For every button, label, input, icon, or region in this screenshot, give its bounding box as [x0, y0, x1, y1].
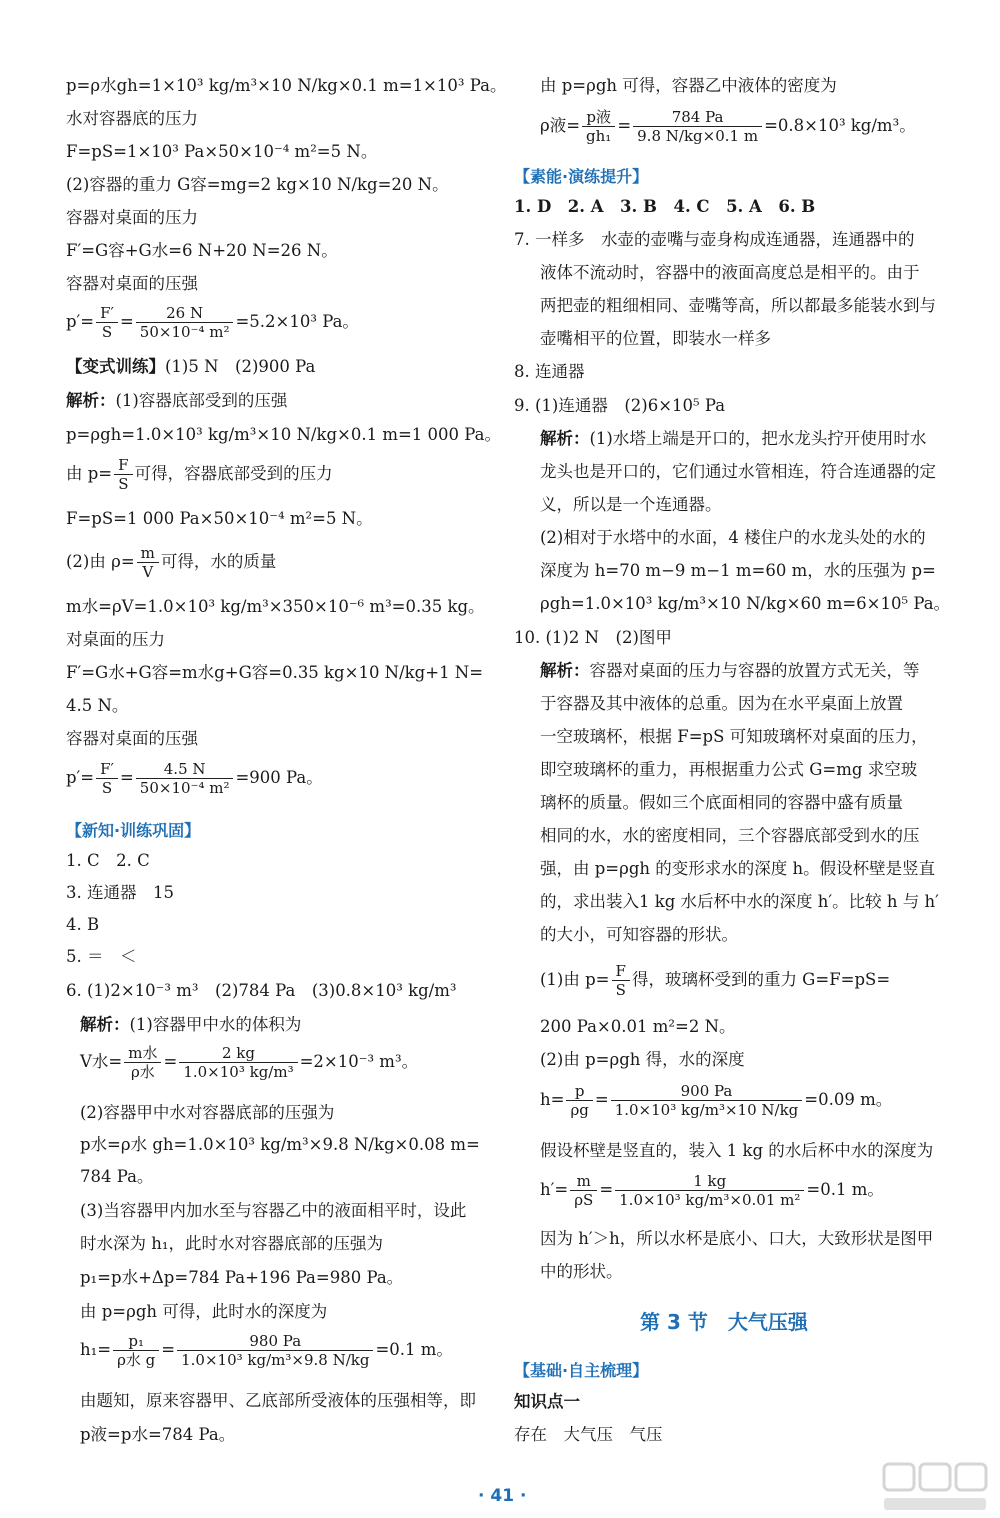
text-line: F′=G水+G容=m水g+G容=0.35 kg×10 N/kg+1 N= [66, 663, 484, 682]
knowledge-point-label: 知识点一 [514, 1392, 580, 1411]
text-line: 容器对桌面的压强 [66, 274, 198, 293]
fraction [570, 1172, 597, 1209]
denominator: 1.0×10³ kg/m³×9.8 N/kg [181, 1351, 370, 1369]
text-line [540, 660, 920, 682]
text-line: 深度为 h=70 m−9 m−1 m=60 m，水的压强为 p= [540, 561, 936, 580]
formula-text: h′= [540, 1180, 569, 1199]
denominator: S [101, 323, 113, 341]
fraction [136, 760, 234, 797]
formula-line [540, 962, 890, 999]
text-line: 7. 一样多 水壶的壶嘴与壶身构成连通器，连通器中的 [514, 230, 915, 249]
answer-line: 4. B [66, 915, 100, 934]
formula-line [540, 1172, 884, 1209]
denominator: ρS [574, 1191, 594, 1209]
text-line: F=pS=1 000 Pa×50×10⁻⁴ m²=5 N。 [66, 509, 373, 528]
formula-text: =5.2×10³ Pa。 [235, 312, 359, 331]
denominator: 50×10⁻⁴ m² [139, 323, 230, 341]
numerator: p液 [582, 108, 615, 127]
chapter-title: 第 3 节 大气压强 [640, 1310, 808, 1334]
text-line: p=ρ水gh=1×10³ kg/m³×10 N/kg×0.1 m=1×10³ Pa。 [66, 76, 507, 95]
text-line: p液=p水=784 Pa。 [80, 1425, 236, 1444]
fraction [96, 304, 118, 341]
formula-line [80, 1332, 453, 1369]
formula-line [80, 1044, 418, 1081]
analysis-label: 解析： [540, 661, 590, 680]
fraction [177, 1332, 373, 1369]
fraction [612, 962, 630, 999]
formula-text: =900 Pa。 [235, 768, 323, 787]
formula-text: =0.1 m。 [806, 1180, 884, 1199]
text-line: F′=G容+G水=6 N+20 N=26 N。 [66, 241, 338, 260]
denominator: ρg [570, 1101, 589, 1119]
watermark-logo [880, 1460, 990, 1514]
section-label: 【变式训练】 [66, 357, 165, 376]
numerator: p [566, 1082, 592, 1101]
text-line: 784 Pa。 [80, 1167, 154, 1186]
formula-text: =0.1 m。 [375, 1340, 453, 1359]
formula-line [66, 544, 276, 581]
formula-text: = [161, 1340, 176, 1359]
text-line [540, 428, 926, 450]
text-line: 璃杯的质量。假如三个底面相同的容器中盛有质量 [540, 793, 903, 812]
text-line: 对桌面的压力 [66, 630, 165, 649]
section-heading: 【基础·自主梳理】 [514, 1361, 649, 1380]
numerator: F [612, 962, 630, 981]
numerator: 900 Pa [611, 1082, 803, 1101]
denominator: 1.0×10³ kg/m³×10 N/kg [614, 1101, 799, 1119]
numerator: 784 Pa [633, 108, 762, 127]
formula-text: (1)由 p= [540, 970, 610, 989]
answer-line: 存在 大气压 气压 [514, 1425, 663, 1444]
text-line: 由题知，原来容器甲、乙底部所受液体的压强相等，即 [80, 1391, 476, 1410]
section-heading: 【新知·训练巩固】 [66, 821, 201, 840]
text-line: 时水深为 h₁，此时水对容器底部的压强为 [80, 1234, 383, 1253]
text-line: p₁=p水+Δp=784 Pa+196 Pa=980 Pa。 [80, 1268, 404, 1287]
numerator: m水 [124, 1044, 161, 1063]
text-line [80, 1014, 301, 1036]
analysis-label: 解析： [540, 429, 590, 448]
denominator: S [615, 981, 626, 999]
denominator: ρ水 [130, 1063, 155, 1081]
text-line: 壶嘴相平的位置，即装水一样多 [540, 329, 771, 348]
numerator: 1 kg [615, 1172, 804, 1191]
denominator: S [118, 475, 129, 493]
formula-line [540, 1082, 892, 1119]
numerator: 2 kg [179, 1044, 297, 1063]
denominator: gh₁ [586, 127, 612, 145]
fraction [582, 108, 615, 145]
page-number: · 41 · [478, 1486, 527, 1506]
fraction [136, 304, 234, 341]
answer-line: 9. (1)连通器 (2)6×10⁵ Pa [514, 396, 726, 415]
text-line: 即空玻璃杯的重力，再根据重力公式 G=mg 求空玻 [540, 760, 918, 779]
formula-line [66, 760, 323, 797]
fraction [137, 544, 159, 581]
analysis-label: 解析： [80, 1015, 130, 1034]
text-line: 水对容器底的压力 [66, 109, 198, 128]
formula-text: p′= [66, 312, 95, 331]
formula-text: 得，玻璃杯受到的重力 G=F=pS= [631, 970, 891, 989]
answer-line: 8. 连通器 [514, 362, 585, 381]
text: (1)容器底部受到的压强 [115, 391, 288, 410]
numerator: m [137, 544, 159, 563]
numerator: p₁ [113, 1332, 159, 1351]
text-line: (3)当容器甲内加水至与容器乙中的液面相平时，设此 [80, 1201, 467, 1220]
text-line: (2)容器的重力 G容=mg=2 kg×10 N/kg=20 N。 [66, 175, 449, 194]
text-line [66, 390, 287, 412]
text-line: 假设杯壁是竖直的，装入 1 kg 的水后杯中水的深度为 [540, 1141, 934, 1160]
answer-line: 10. (1)2 N (2)图甲 [514, 628, 672, 647]
answer-line: 3. 连通器 15 [66, 883, 174, 902]
text-line: p水=ρ水 gh=1.0×10³ kg/m³×9.8 N/kg×0.08 m= [80, 1135, 480, 1154]
answer-text: (1)5 N (2)900 Pa [165, 357, 316, 376]
text-line: p=ρgh=1.0×10³ kg/m³×10 N/kg×0.1 m=1 000 Pa。 [66, 425, 501, 444]
fraction [566, 1082, 592, 1119]
formula-line [66, 456, 333, 493]
text-line: F=pS=1×10³ Pa×50×10⁻⁴ m²=5 N。 [66, 142, 378, 161]
formula-text: = [119, 768, 134, 787]
formula-text: = [163, 1052, 178, 1071]
numerator: 26 N [136, 304, 234, 323]
formula-text: 由 p= [66, 464, 113, 483]
formula-text: p′= [66, 768, 95, 787]
text-line: 4.5 N。 [66, 696, 129, 715]
text-line: (2)相对于水塔中的水面，4 楼住户的水龙头处的水的 [540, 528, 926, 547]
formula-text: = [594, 1090, 609, 1109]
formula-text: =2×10⁻³ m³。 [299, 1052, 419, 1071]
formula-text: 可得，容器底部受到的压力 [134, 464, 333, 483]
numerator: F′ [96, 760, 118, 779]
formula-text: (2)由 ρ= [66, 552, 135, 571]
fraction [615, 1172, 804, 1209]
text-line: 龙头也是开口的，它们通过水管相连，符合连通器的定 [540, 462, 936, 481]
denominator: ρ水 g [117, 1351, 156, 1369]
text-line: 相同的水，水的密度相同，三个容器底部受到水的压 [540, 826, 920, 845]
fraction [611, 1082, 803, 1119]
analysis-label: 解析： [66, 391, 116, 410]
answer-line: 6. (1)2×10⁻³ m³ (2)784 Pa (3)0.8×10³ kg/m³ [66, 981, 457, 1000]
text-line: 的，求出装入1 kg 水后杯中水的深度 h′。比较 h 与 h′ [540, 892, 939, 911]
fraction [179, 1044, 297, 1081]
text-line: 由 p=ρgh 可得，容器乙中液体的密度为 [540, 76, 837, 95]
numerator: F [114, 456, 132, 475]
text-line: 容器对桌面的压力 [66, 208, 198, 227]
text-line: (2)容器甲中水对容器底部的压强为 [80, 1103, 335, 1122]
text-line: 的大小，可知容器的形状。 [540, 925, 738, 944]
section-heading: 【素能·演练提升】 [514, 167, 649, 186]
formula-text: =0.8×10³ kg/m³。 [764, 116, 916, 135]
text-line: 一空玻璃杯，根据 F=pS 可知玻璃杯对桌面的压力， [540, 727, 928, 746]
text-line: ρgh=1.0×10³ kg/m³×10 N/kg×60 m=6×10⁵ Pa。 [540, 594, 951, 613]
denominator: S [101, 779, 113, 797]
fraction [113, 1332, 159, 1369]
formula-line [540, 108, 916, 145]
fraction [124, 1044, 161, 1081]
answer-line: 1. D 2. A 3. B 4. C 5. A 6. B [514, 197, 816, 216]
text-line: 因为 h′＞h，所以水杯是底小、口大，大致形状是图甲 [540, 1229, 934, 1248]
numerator: 980 Pa [177, 1332, 373, 1351]
text-line: 中的形状。 [540, 1262, 623, 1281]
fraction [633, 108, 762, 145]
denominator: V [142, 563, 154, 581]
answer-line: 1. C 2. C [66, 851, 150, 870]
formula-text: 可得，水的质量 [160, 552, 277, 571]
numerator: 4.5 N [136, 760, 234, 779]
text-line: 强，由 p=ρgh 的变形求水的深度 h。假设杯壁是竖直 [540, 859, 936, 878]
formula-text: V水= [80, 1052, 123, 1071]
formula-text: = [599, 1180, 614, 1199]
text-line: 两把壶的粗细相同、壶嘴等高，所以都最多能装水到与 [540, 296, 936, 315]
formula-text: h= [540, 1090, 565, 1109]
denominator: 9.8 N/kg×0.1 m [637, 127, 759, 145]
formula-line [66, 304, 359, 341]
text-line: 由 p=ρgh 可得，此时水的深度为 [80, 1302, 328, 1321]
text: (1)容器甲中水的体积为 [129, 1015, 302, 1034]
numerator: m [570, 1172, 597, 1191]
denominator: 1.0×10³ kg/m³ [183, 1063, 294, 1081]
denominator: 1.0×10³ kg/m³×0.01 m² [619, 1191, 801, 1209]
answer-line [66, 356, 315, 378]
text-line: 液体不流动时，容器中的液面高度总是相平的。由于 [540, 263, 920, 282]
text: 容器对桌面的压力与容器的放置方式无关，等 [589, 661, 920, 680]
text-line: 义，所以是一个连通器。 [540, 495, 722, 514]
formula-text: =0.09 m。 [804, 1090, 893, 1109]
formula-text: = [617, 116, 632, 135]
text-line: 于容器及其中液体的总重。因为在水平桌面上放置 [540, 694, 903, 713]
text-line: m水=ρV=1.0×10³ kg/m³×350×10⁻⁶ m³=0.35 kg。 [66, 597, 485, 616]
formula-text: h₁= [80, 1340, 112, 1359]
denominator: 50×10⁻⁴ m² [139, 779, 230, 797]
text-line: (2)由 p=ρgh 得，水的深度 [540, 1050, 745, 1069]
text: (1)水塔上端是开口的，把水龙头拧开使用时水 [589, 429, 927, 448]
numerator: F′ [96, 304, 118, 323]
answer-line: 5. ＝ ＜ [66, 947, 137, 966]
text-line: 容器对桌面的压强 [66, 729, 198, 748]
text-line: 200 Pa×0.01 m²=2 N。 [540, 1017, 736, 1036]
formula-text: = [119, 312, 134, 331]
fraction [96, 760, 118, 797]
fraction [114, 456, 132, 493]
formula-text: ρ液= [540, 116, 581, 135]
